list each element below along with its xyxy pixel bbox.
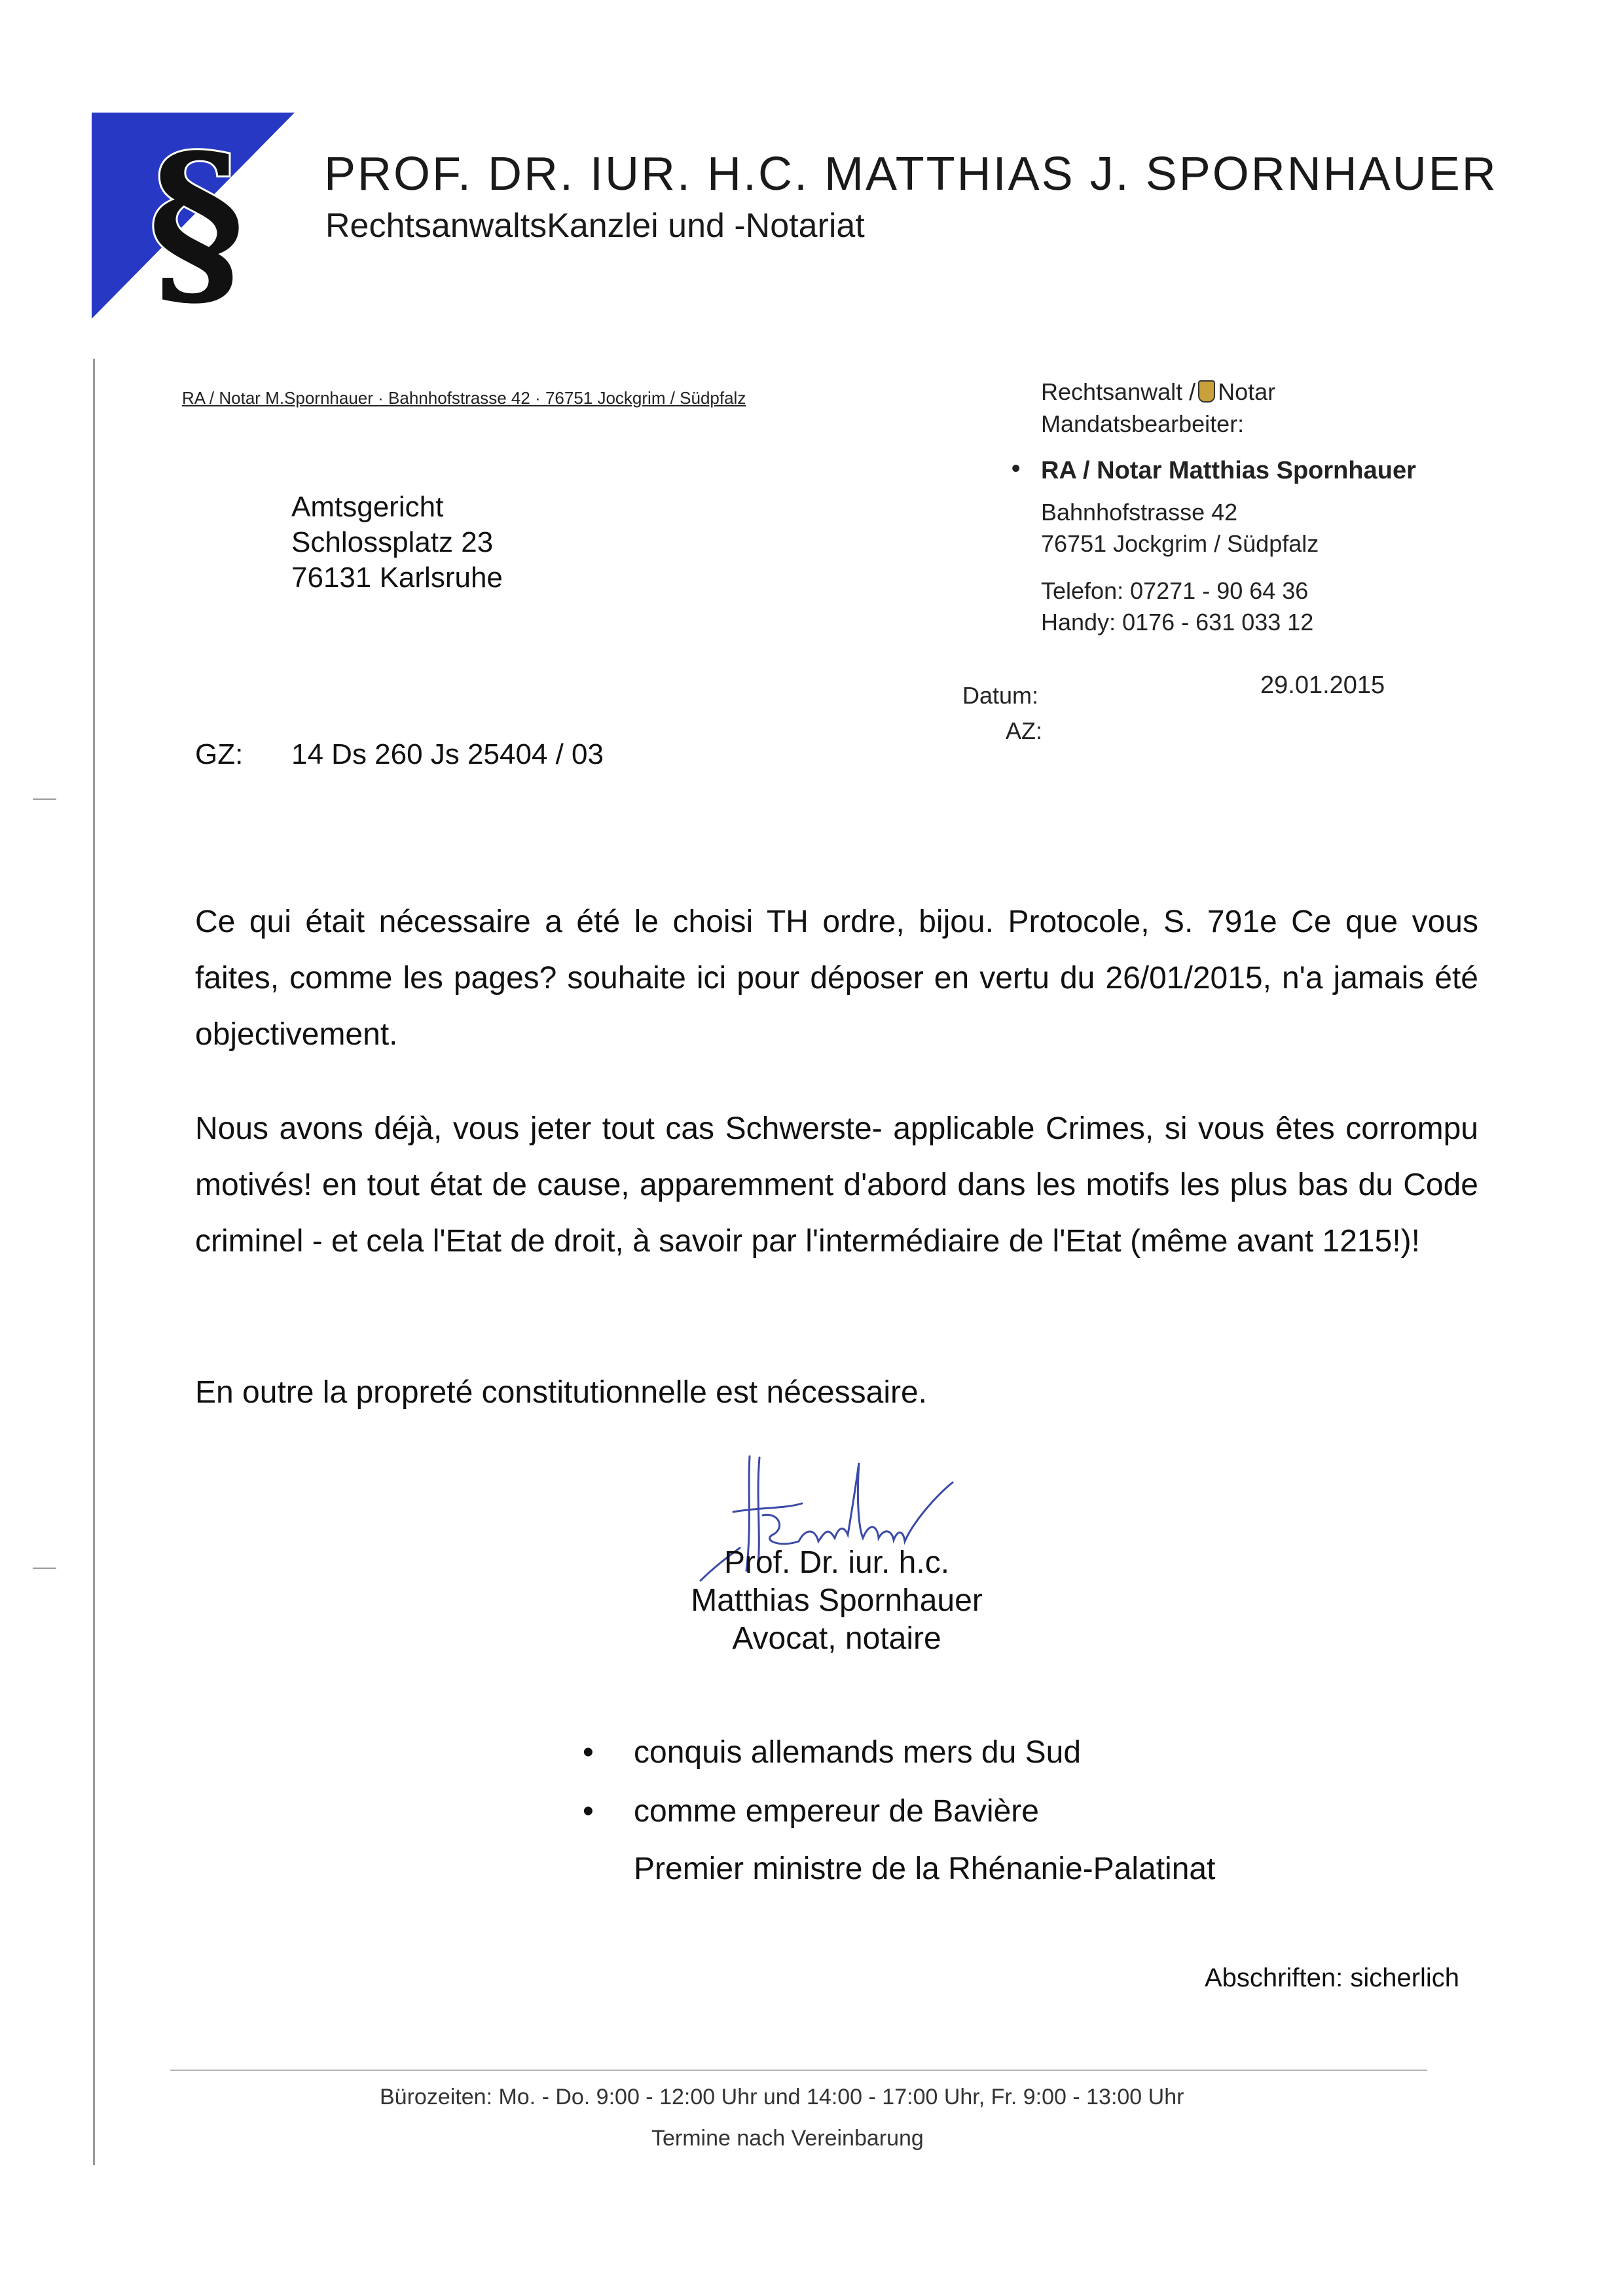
- date-label: Datum:: [962, 682, 1039, 709]
- footer-divider: [170, 2070, 1427, 2071]
- fold-mark: [33, 1568, 56, 1569]
- body-paragraph: Nous avons déjà, vous jeter tout cas Schwerste- applicable Crimes, si vous êtes corrompu motivés! en tout état de cause, apparemment d'abord dans les motifs les plus bas du Code criminel - et cela l'Etat de droit, à savoir par l'intermédiaire de l'Etat (même avant 1215!)!: [195, 1111, 1478, 1259]
- office-hours: Bürozeiten: Mo. - Do. 9:00 - 12:00 Uhr und 14:00 - 17:00 Uhr, Fr. 9:00 - 13:00 Uhr: [380, 2085, 1184, 2109]
- sender-role: [1041, 378, 1275, 406]
- coat-of-arms-icon: [1198, 380, 1215, 403]
- margin-line: [93, 359, 95, 2165]
- bullet-icon: •: [583, 1794, 594, 1829]
- handler-label: Mandatsbearbeiter:: [1041, 410, 1245, 437]
- role-suffix: Notar: [1218, 378, 1276, 405]
- signature-role: Avocat, notaire: [732, 1621, 941, 1656]
- az-label: AZ:: [1006, 717, 1043, 744]
- sender-mobile: Handy: 0176 - 631 033 12: [1041, 609, 1314, 636]
- fold-mark: [33, 798, 56, 800]
- law-firm-logo: [92, 113, 295, 319]
- title-item: conquis allemands mers du Sud: [634, 1735, 1082, 1770]
- recipient-line: Amtsgericht: [291, 491, 444, 523]
- title-item: Premier ministre de la Rhénanie-Palatinat: [634, 1852, 1216, 1886]
- bullet-icon: •: [1012, 455, 1021, 482]
- appointments-note: Termine nach Vereinbarung: [651, 2126, 924, 2151]
- sender-city: 76751 Jockgrim / Südpfalz: [1041, 530, 1319, 557]
- sender-street: Bahnhofstrasse 42: [1041, 499, 1238, 526]
- recipient-line: 76131 Karlsruhe: [291, 562, 503, 594]
- recipient-line: Schlossplatz 23: [291, 526, 494, 558]
- handler-name: RA / Notar Matthias Spornhauer: [1041, 457, 1416, 484]
- signature-name: Matthias Spornhauer: [691, 1583, 983, 1618]
- firm-subtitle: RechtsanwaltsKanzlei und -Notariat: [325, 207, 865, 245]
- body-paragraph: En outre la propreté constitutionnelle est nécessaire.: [195, 1375, 927, 1410]
- return-address: RA / Notar M.Spornhauer · Bahnhofstrasse 42 · 76751 Jockgrim / Südpfalz: [182, 388, 746, 408]
- body-paragraph: Ce qui était nécessaire a été le choisi TH ordre, bijou. Protocole, S. 791e Ce que vous faites, comme les pages? souhaite ici pour déposer en vertu du 26/01/2015, n'a jamais été objectivement.: [195, 905, 1478, 1052]
- sender-phone: Telefon: 07271 - 90 64 36: [1041, 577, 1309, 604]
- bullet-icon: •: [583, 1735, 594, 1770]
- firm-name: PROF. DR. IUR. H.C. MATTHIAS J. SPORNHAUER: [324, 148, 1498, 200]
- signature-title: Prof. Dr. iur. h.c.: [723, 1545, 950, 1580]
- recipient-address: [291, 490, 503, 596]
- copies-note: Abschriften: sicherlich: [1205, 1964, 1460, 1992]
- title-item: comme empereur de Bavière: [634, 1794, 1039, 1829]
- paragraph-symbol-icon: §: [148, 115, 245, 319]
- gz-value: 14 Ds 260 Js 25404 / 03: [291, 738, 604, 770]
- gz-label: GZ:: [195, 738, 244, 770]
- date-value: 29.01.2015: [1260, 672, 1385, 699]
- role-prefix: Rechtsanwalt /: [1041, 378, 1196, 405]
